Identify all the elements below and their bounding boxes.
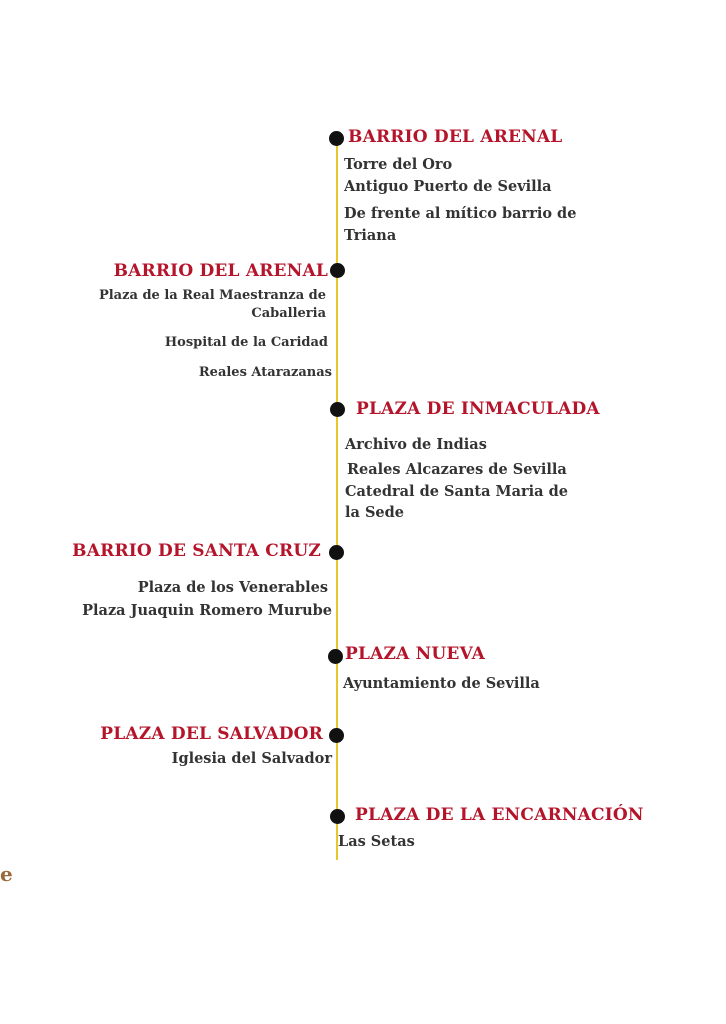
stop-item: Plaza Juaquin Romero Murube bbox=[82, 602, 332, 619]
stop-title: BARRIO DEL ARENAL bbox=[113, 261, 328, 281]
stop-item: Triana bbox=[344, 227, 397, 244]
stop-item: Archivo de Indias bbox=[345, 436, 487, 453]
timeline-dot bbox=[329, 728, 344, 743]
stop-item: Ayuntamiento de Sevilla bbox=[343, 675, 540, 692]
stop-item: Hospital de la Caridad bbox=[164, 335, 328, 350]
stop-item: Plaza de los Venerables bbox=[137, 579, 328, 596]
stop-item: Reales Atarazanas bbox=[198, 365, 332, 380]
stop-item: Iglesia del Salvador bbox=[171, 750, 332, 767]
stop-title: BARRIO DEL ARENAL bbox=[348, 127, 563, 147]
stop-title: PLAZA DE LA ENCARNACIÓN bbox=[355, 805, 644, 825]
stop-title: BARRIO DE SANTA CRUZ bbox=[72, 541, 321, 561]
timeline-dot bbox=[328, 649, 343, 664]
timeline-dot bbox=[329, 131, 344, 146]
stop-item: Catedral de Santa Maria de bbox=[345, 483, 568, 500]
stop-item: Antiguo Puerto de Sevilla bbox=[344, 178, 552, 195]
stop-item: Las Setas bbox=[338, 833, 415, 850]
stop-item: De frente al mítico barrio de bbox=[344, 205, 577, 222]
stop-item: Torre del Oro bbox=[344, 156, 453, 173]
timeline-line bbox=[336, 134, 338, 860]
timeline-dot bbox=[330, 809, 345, 824]
stop-item: la Sede bbox=[345, 504, 405, 521]
stop-title: PLAZA DE INMACULADA bbox=[356, 399, 600, 419]
edge-glyph: e bbox=[0, 862, 13, 886]
stop-item: Caballeria bbox=[251, 306, 326, 321]
timeline-dot bbox=[329, 545, 344, 560]
stop-item: Reales Alcazares de Sevilla bbox=[347, 461, 567, 478]
timeline-dot bbox=[330, 402, 345, 417]
stop-title: PLAZA DEL SALVADOR bbox=[100, 724, 323, 744]
stop-title: PLAZA NUEVA bbox=[345, 644, 486, 664]
stop-item: Plaza de la Real Maestranza de bbox=[98, 288, 326, 303]
timeline-dot bbox=[330, 263, 345, 278]
